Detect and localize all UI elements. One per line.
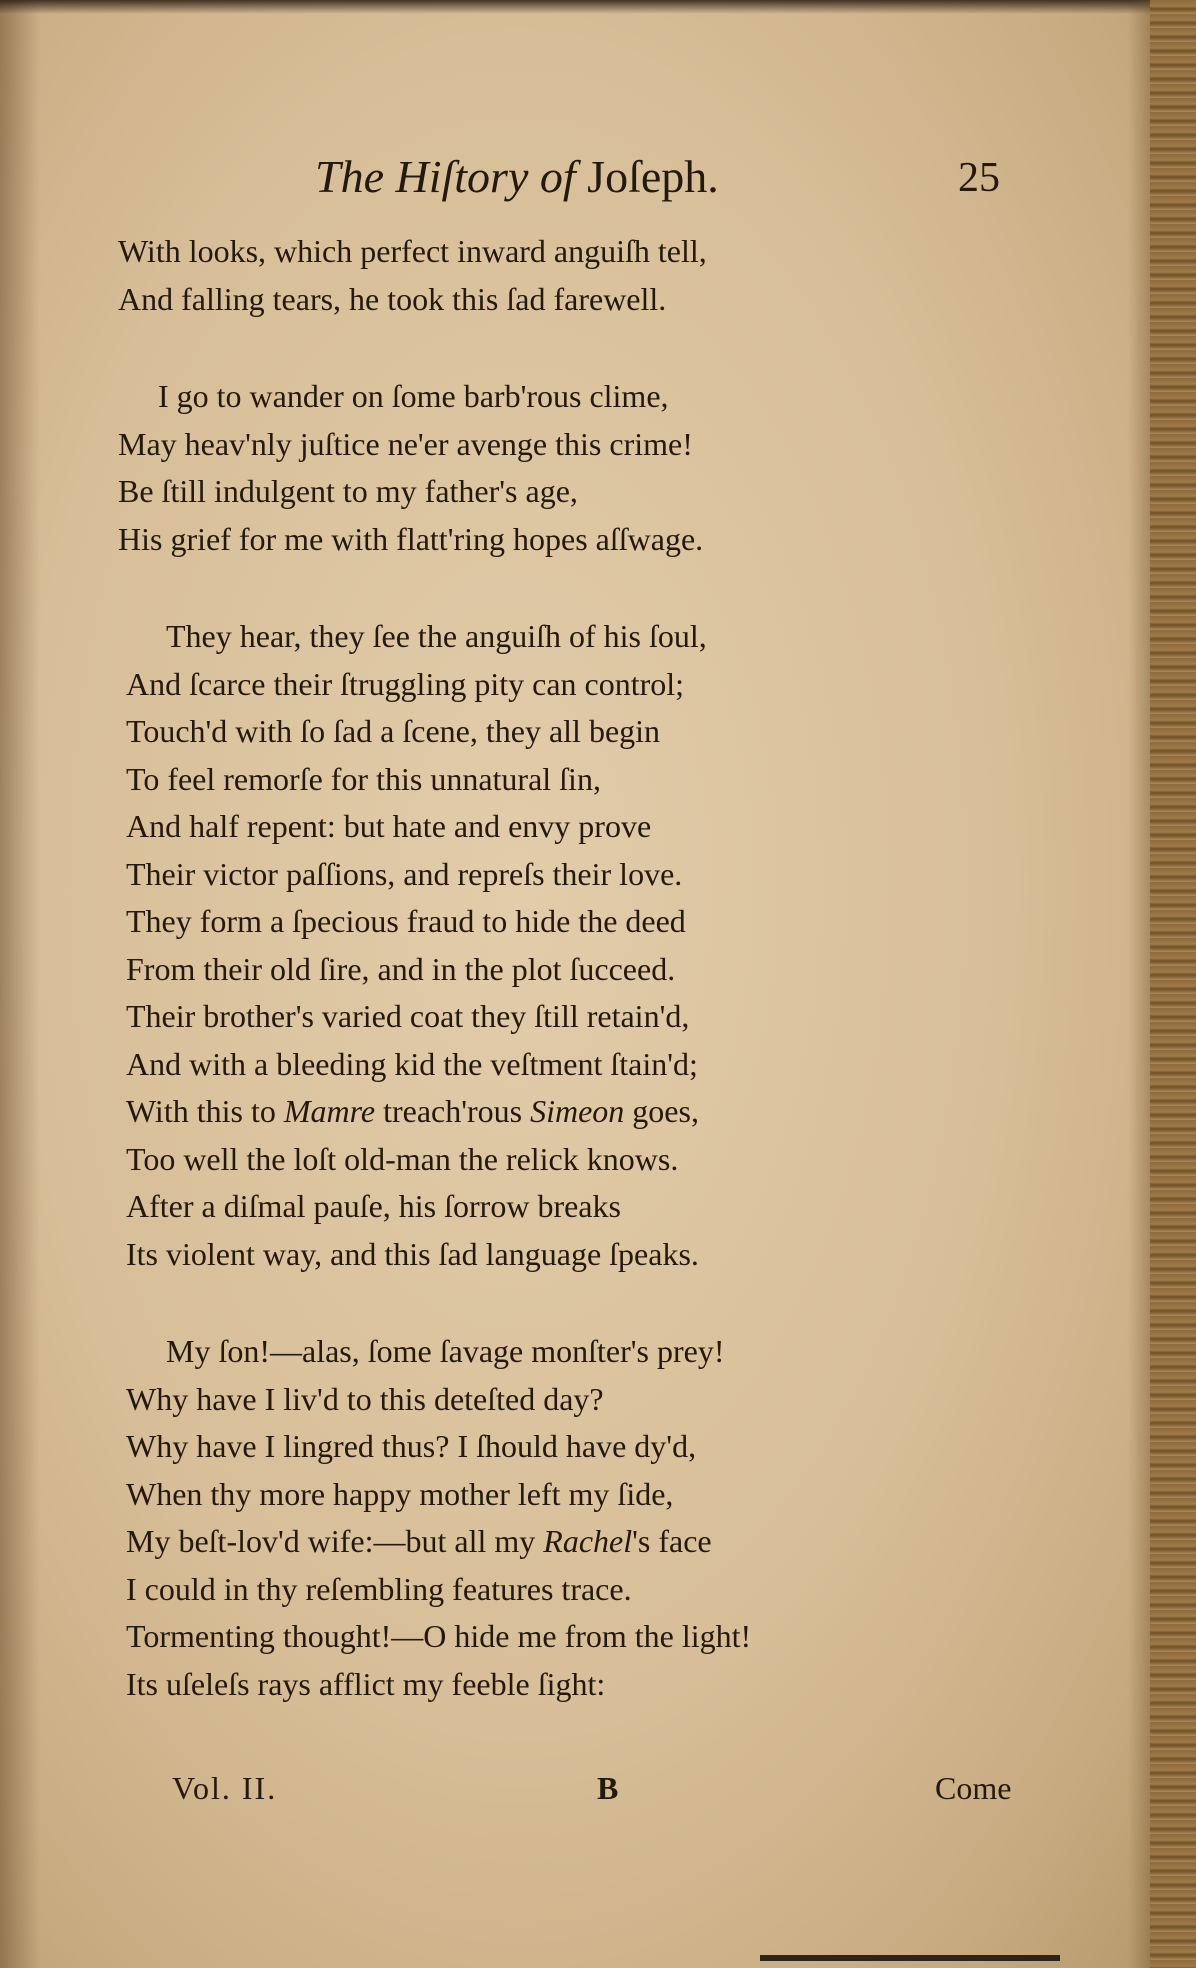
- title-word-the: The: [315, 151, 384, 202]
- verse-line: Their victor paſſions, and repreſs their love.: [126, 855, 683, 892]
- verse-line: I could in thy reſembling features trace.: [126, 1570, 632, 1607]
- fore-edge-shading: [1128, 0, 1150, 1968]
- verse-line: I go to wander on ſome barb'rous clime,: [158, 378, 669, 414]
- verse-line: To feel remorſe for this unnatural ſin,: [126, 760, 601, 797]
- place-name-mamre: Mamre: [283, 1093, 376, 1129]
- verse-line: And with a bleeding kid the veſtment ſtain'd;: [126, 1045, 698, 1082]
- verse-line: [126, 1088, 1018, 1136]
- verse-line: Its violent way, and this ſad language ſpeaks.: [126, 1235, 699, 1272]
- volume-label: Vol. II.: [172, 1770, 278, 1806]
- signature-mark: B: [597, 1770, 619, 1806]
- verse-line: May heav'nly juſtice ne'er avenge this crime!: [118, 425, 693, 462]
- catchword: Come: [935, 1770, 1012, 1806]
- verse-line: After a diſmal pauſe, his ſorrow breaks: [126, 1188, 621, 1224]
- verse-line: Their brother's varied coat they ſtill retain'd,: [126, 998, 690, 1034]
- verse-line: [126, 1518, 1018, 1566]
- verse-segment: My beſt-lov'd wife:—but all my: [126, 1523, 544, 1559]
- stanza: [118, 228, 1018, 323]
- verse-line: From their old ſire, and in the plot ſucceed.: [126, 950, 676, 987]
- running-header: [0, 150, 1150, 210]
- verse-line: Its uſeleſs rays afflict my feeble ſight:: [126, 1665, 606, 1702]
- person-name-rachel: Rachel: [543, 1523, 633, 1559]
- verse-line: Tormenting thought!—O hide me from the light!: [126, 1618, 752, 1654]
- verse-line: Too well the loſt old-man the relick knows.: [126, 1140, 679, 1177]
- running-title: [315, 150, 719, 203]
- stanza: [118, 373, 1018, 563]
- verse-line: Why have I lingred thus? I ſhould have dy'd,: [126, 1428, 697, 1464]
- verse-segment: With this to: [126, 1093, 284, 1129]
- top-edge: [0, 0, 1150, 14]
- gutter-shadow: [0, 0, 40, 1968]
- verse-segment: treach'rous: [375, 1093, 531, 1129]
- verse-line: Why have I liv'd to this deteſted day?: [126, 1380, 604, 1417]
- person-name-simeon: Simeon: [530, 1093, 625, 1129]
- title-word-history: Hiſtory: [395, 151, 529, 202]
- bottom-edge-line: [760, 1955, 1060, 1961]
- title-word-joseph: Joſeph.: [587, 151, 719, 202]
- verse-line: They hear, they ſee the anguiſh of his ſoul,: [166, 618, 707, 654]
- stanza: [126, 1328, 1018, 1708]
- poem-body: [118, 228, 1018, 1758]
- verse-line: With looks, which perfect inward anguiſh tell,: [118, 233, 707, 269]
- stanza: [126, 613, 1018, 1278]
- verse-line: And falling tears, he took this ſad farewell.: [118, 280, 667, 317]
- verse-line: When thy more happy mother left my ſide,: [126, 1475, 674, 1512]
- page-fore-edge: [1150, 0, 1196, 1968]
- verse-line: My ſon!—alas, ſome ſavage monſter's prey!: [166, 1333, 725, 1369]
- verse-line: Touch'd with ſo ſad a ſcene, they all begin: [126, 713, 661, 749]
- verse-line: And ſcarce their ſtruggling pity can control;: [126, 665, 685, 702]
- verse-line: And half repent: but hate and envy prove: [126, 808, 652, 844]
- title-word-of: of: [539, 151, 576, 202]
- verse-line: His grief for me with flatt'ring hopes aſſwage.: [118, 520, 704, 557]
- page-number: 25: [958, 155, 1000, 201]
- verse-segment: 's face: [632, 1523, 712, 1559]
- page-footer: [0, 1770, 1150, 1820]
- verse-line: They form a ſpecious fraud to hide the deed: [126, 903, 686, 939]
- verse-line: Be ſtill indulgent to my father's age,: [118, 473, 578, 509]
- verse-segment: goes,: [624, 1093, 699, 1129]
